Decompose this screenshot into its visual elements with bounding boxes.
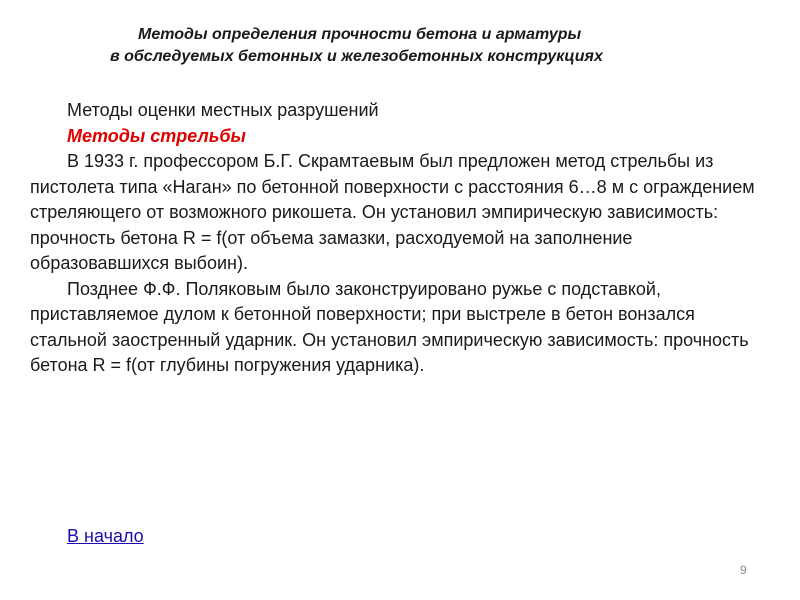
slide-title-line2: в обследуемых бетонных и железобетонных конструкциях — [110, 48, 603, 65]
slide-title-line1: Методы определения прочности бетона и арматуры — [138, 26, 582, 43]
slide-body — [30, 98, 775, 379]
page-number: 9 — [740, 563, 747, 577]
subheading: Методы оценки местных разрушений — [67, 100, 379, 120]
slide-title — [0, 24, 800, 68]
paragraph-2: Позднее Ф.Ф. Поляковым было законструировано ружье с подставкой, приставляемое дулом к бетонной поверхности; при выстреле в бетон вонзался стальной заостренный ударник. Он установил эмпирическую зависимость: прочность бетона R = f(от глубины погружения ударника). — [30, 278, 749, 375]
back-to-start-link[interactable]: В начало — [67, 526, 144, 546]
paragraph-1: В 1933 г. профессором Б.Г. Скрамтаевым был предложен метод стрельбы из пистолета типа «Наган» по бетонной поверхности с расстояния 6…8 м с ограждением стреляющего от возможного рикошета. Он установил эмпирическую зависимость: прочность бетона R = f(от объема замазки, расходуемой на заполнение образовавшихся выбоин). — [30, 151, 755, 273]
subheading-red: Методы стрельбы — [67, 125, 246, 146]
